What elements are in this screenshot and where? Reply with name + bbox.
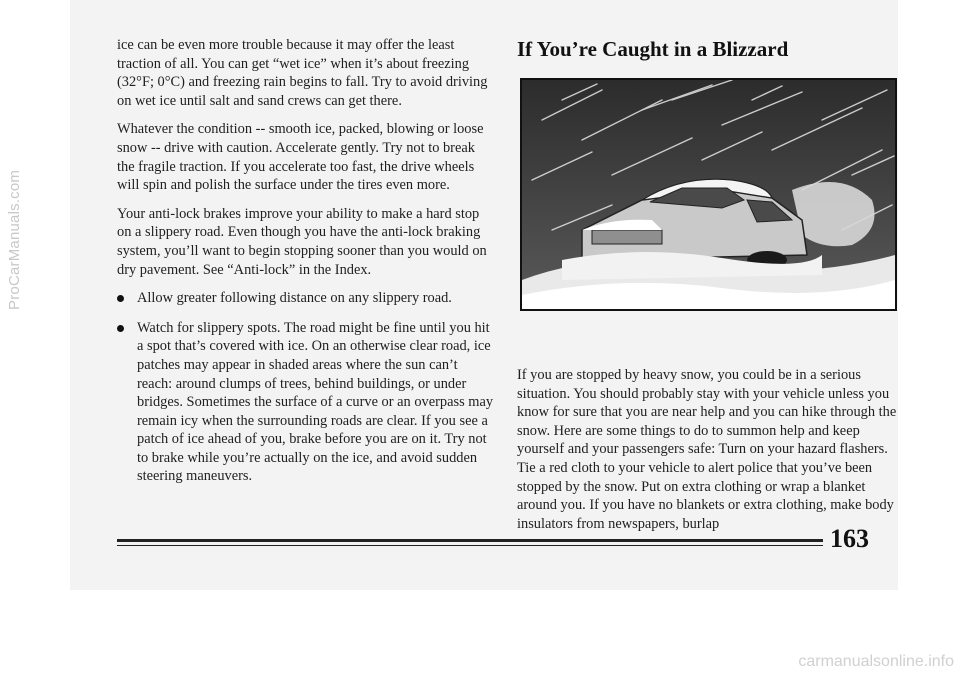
right-column	[517, 36, 900, 62]
bullet-item	[117, 289, 494, 308]
left-column	[117, 36, 494, 497]
side-watermark: ProCarManuals.com	[6, 169, 23, 310]
bullet-list	[117, 289, 494, 486]
bullet-text: Watch for slippery spots. The road might be fine until you hit a spot that’s covered with ice. On an otherwise clear road, ice patches may appear in shaded areas where the sun can’t reach: around clumps of trees, behind buildings, or under bridges. Sometimes the surface of a curve or an overpass may remain icy when the surrounding roads are clear. If you see a patch of ice ahead of you, brake before you are on it. Try not to brake while you’re actually on the ice, and avoid sudden steering maneuvers.	[137, 319, 494, 485]
section-heading: If You’re Caught in a Blizzard	[517, 37, 789, 61]
paragraph-wet-ice: ice can be even more trouble because it may offer the least traction of all. You can get “wet ice” when it’s about freezing (32°F; 0°C) and freezing rain begins to fall. Try to avoid driving on wet ice until salt and sand crews can get there.	[117, 37, 488, 109]
footer-watermark: carmanualsonline.info	[798, 653, 954, 670]
footer-rule-thin	[117, 545, 823, 546]
blizzard-car-illustration	[520, 78, 897, 311]
blizzard-paragraph-block	[517, 366, 897, 533]
bullet-icon	[117, 295, 124, 302]
bullet-icon	[117, 325, 124, 332]
bullet-text: Allow greater following distance on any slippery road.	[137, 290, 452, 307]
page-number: 163	[830, 524, 869, 553]
paragraph-blizzard: If you are stopped by heavy snow, you could be in a serious situation. You should probably stay with your vehicle unless you know for sure that you are near help and you can hike through the snow. Here are some things to do to summon help and keep yourself and your passengers safe: Turn on your hazard flashers. Tie a red cloth to your vehicle to alert police that you’ve been stopped by the snow. Put on extra clothing or wrap a blanket around you. If you have no blankets or extra clothing, make body insulators from newspapers, burlap	[517, 367, 897, 532]
footer-rule-thick	[117, 539, 823, 542]
paragraph-condition: Whatever the condition -- smooth ice, packed, blowing or loose snow -- drive with caution. Accelerate gently. Try not to break the fragile traction. If you accelerate too fast, the drive wheels will spin and polish the surface under the tires even more.	[117, 121, 484, 194]
paragraph-anti-lock: Your anti-lock brakes improve your ability to make a hard stop on a slippery road. Even though you have the anti-lock braking system, you’ll want to begin stopping sooner than you would on dry pavement. See “Anti-lock” in the Index.	[117, 205, 487, 278]
bullet-item	[117, 319, 494, 486]
